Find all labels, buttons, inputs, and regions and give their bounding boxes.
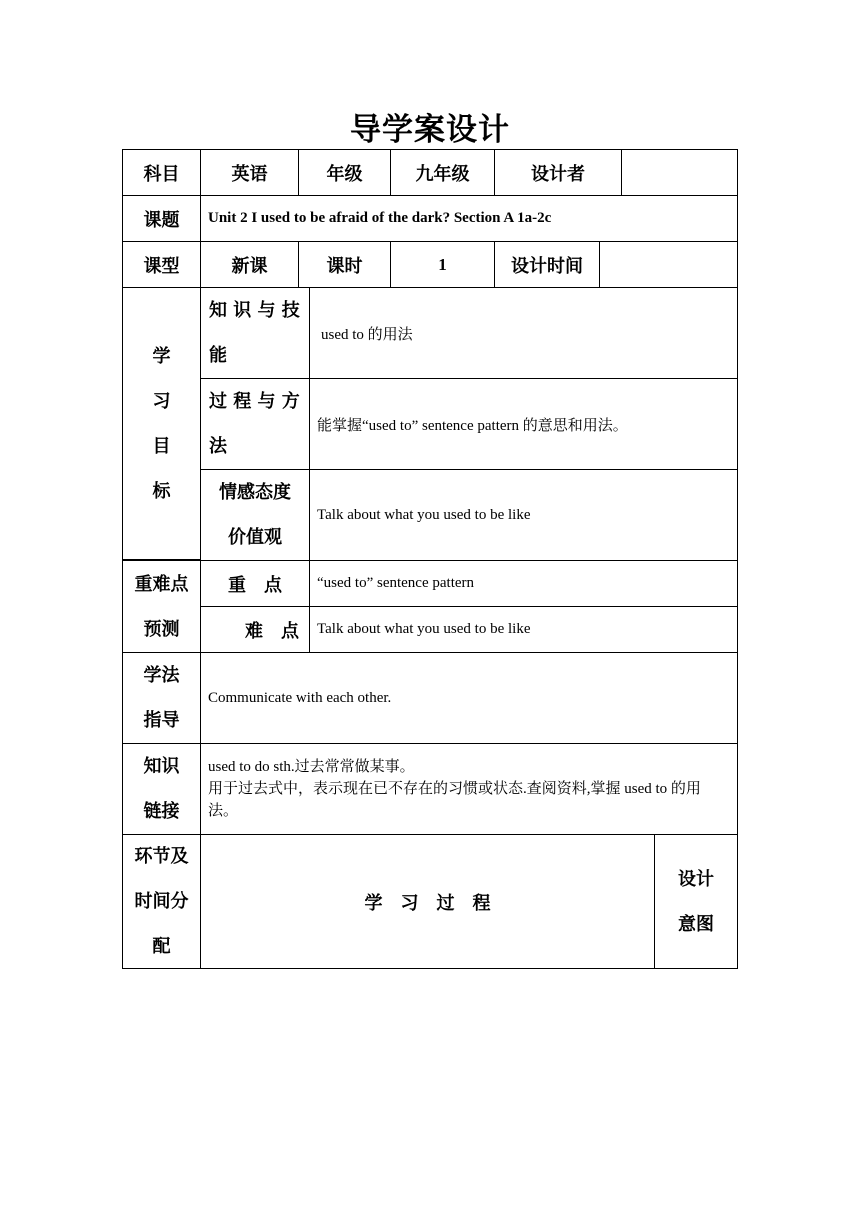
period-label: 课时 (298, 241, 391, 288)
period-value: 1 (390, 241, 495, 288)
emotion-label: 情感态度 价值观 (200, 469, 310, 561)
goals-label-char: 标 (152, 480, 171, 502)
topic-label: 课题 (122, 195, 201, 242)
goals-label (122, 287, 201, 560)
difficult-point-label: 难 点 (200, 606, 310, 653)
method-value: Communicate with each other. (200, 652, 738, 744)
grade-value: 九年级 (390, 149, 495, 196)
goals-label-char: 习 (152, 390, 171, 412)
method-label: 学法 指导 (122, 652, 201, 744)
subject-value: 英语 (200, 149, 299, 196)
knowledge-label: 知 识 与 技 能 (200, 287, 310, 379)
designer-label: 设计者 (494, 149, 622, 196)
learning-process-header: 学 习 过 程 (200, 834, 655, 969)
link-label: 知识 链接 (122, 743, 201, 835)
design-time-label: 设计时间 (494, 241, 600, 288)
design-time-value (599, 241, 738, 288)
link-text (201, 756, 737, 822)
process-time-label: 环节及 时间分 配 (122, 834, 201, 969)
subject-label: 科目 (122, 149, 201, 196)
process-method-value: 能掌握“used to” sentence pattern 的意思和用法。 (309, 378, 738, 470)
goals-label-char: 目 (152, 435, 171, 457)
link-line-1: used to do sth.过去常常做某事。 (208, 759, 415, 775)
difficult-point-value: Talk about what you used to be like (309, 606, 738, 653)
design-intent-label: 设计 意图 (654, 834, 738, 969)
link-line-2: 用于过去式中，表示现在已不存在的习惯或状态.查阅资料,掌握 used to 的用法。 (208, 781, 701, 819)
type-label: 课型 (122, 241, 201, 288)
lesson-plan-table (122, 149, 738, 969)
link-value (200, 743, 738, 835)
knowledge-value: used to 的用法 (309, 287, 738, 379)
grade-label: 年级 (298, 149, 391, 196)
type-value: 新课 (200, 241, 299, 288)
goals-label-char: 学 (152, 345, 171, 367)
designer-value (621, 149, 738, 196)
process-method-label: 过 程 与 方 法 (200, 378, 310, 470)
key-point-label: 重 点 (200, 560, 310, 607)
topic-value: Unit 2 I used to be afraid of the dark? Section A 1a-2c (200, 195, 738, 242)
key-point-value: “used to” sentence pattern (309, 560, 738, 607)
keypoints-label: 重难点 预测 (122, 560, 201, 653)
page-title: 导学案设计 (350, 112, 510, 148)
emotion-value: Talk about what you used to be like (309, 469, 738, 561)
